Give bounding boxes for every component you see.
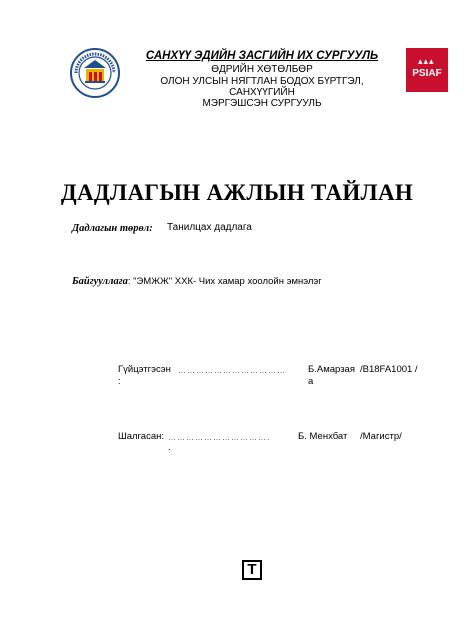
- text-box-icon: [242, 560, 262, 580]
- performer-name-cont: а: [308, 376, 314, 387]
- checker-dot: .: [168, 442, 171, 453]
- organization-label: Байгууллага: [72, 276, 128, 287]
- checker-degree: /Магистр/: [360, 431, 402, 442]
- performer-label: Гүйцэтгэсэн: [118, 364, 171, 375]
- university-seal-icon: [70, 48, 120, 98]
- practice-type-value: Танилцах дадлага: [167, 222, 252, 233]
- psiaf-logo-icon: [406, 48, 448, 92]
- performer-colon: :: [118, 376, 121, 387]
- performer-code: /B18FA1001 /: [360, 364, 418, 375]
- psiaf-logo-text: PSIAF: [412, 68, 442, 79]
- checker-name: Б. Менхбат: [298, 431, 348, 442]
- school-name-line-2: МЭРГЭШСЭН СУРГУУЛЬ: [202, 98, 322, 109]
- university-name: САНХҮҮ ЭДИЙН ЗАСГИЙН ИХ СУРГУУЛЬ: [145, 50, 379, 62]
- school-name-line-1: ОЛОН УЛСЫН НЯГТЛАН БОДОХ БҮРТГЭЛ, САНХҮҮГИЙН: [160, 76, 364, 98]
- checker-label: Шалгасан:: [118, 431, 164, 442]
- logo-decoration: ▴▴▴: [418, 56, 435, 66]
- practice-type-label: Дадлагын төрөл:: [72, 223, 153, 234]
- checker-signature-line: …………………………….: [168, 433, 271, 442]
- text-box-icon-glyph: T: [247, 561, 257, 578]
- program-name: ӨДРИЙН ХӨТӨЛБӨР: [211, 64, 313, 75]
- performer-name: Б.Амарзая: [308, 364, 355, 375]
- performer-signature-line: ………………………………: [178, 366, 286, 375]
- report-title: ДАДЛАГЫН АЖЛЫН ТАЙЛАН: [60, 180, 414, 205]
- organization-line: [72, 276, 322, 287]
- organization-value: : "ЭМЖЖ" ХХК- Чих хамар хоолойн эмнэлэг: [127, 276, 322, 287]
- school-name: [132, 76, 392, 109]
